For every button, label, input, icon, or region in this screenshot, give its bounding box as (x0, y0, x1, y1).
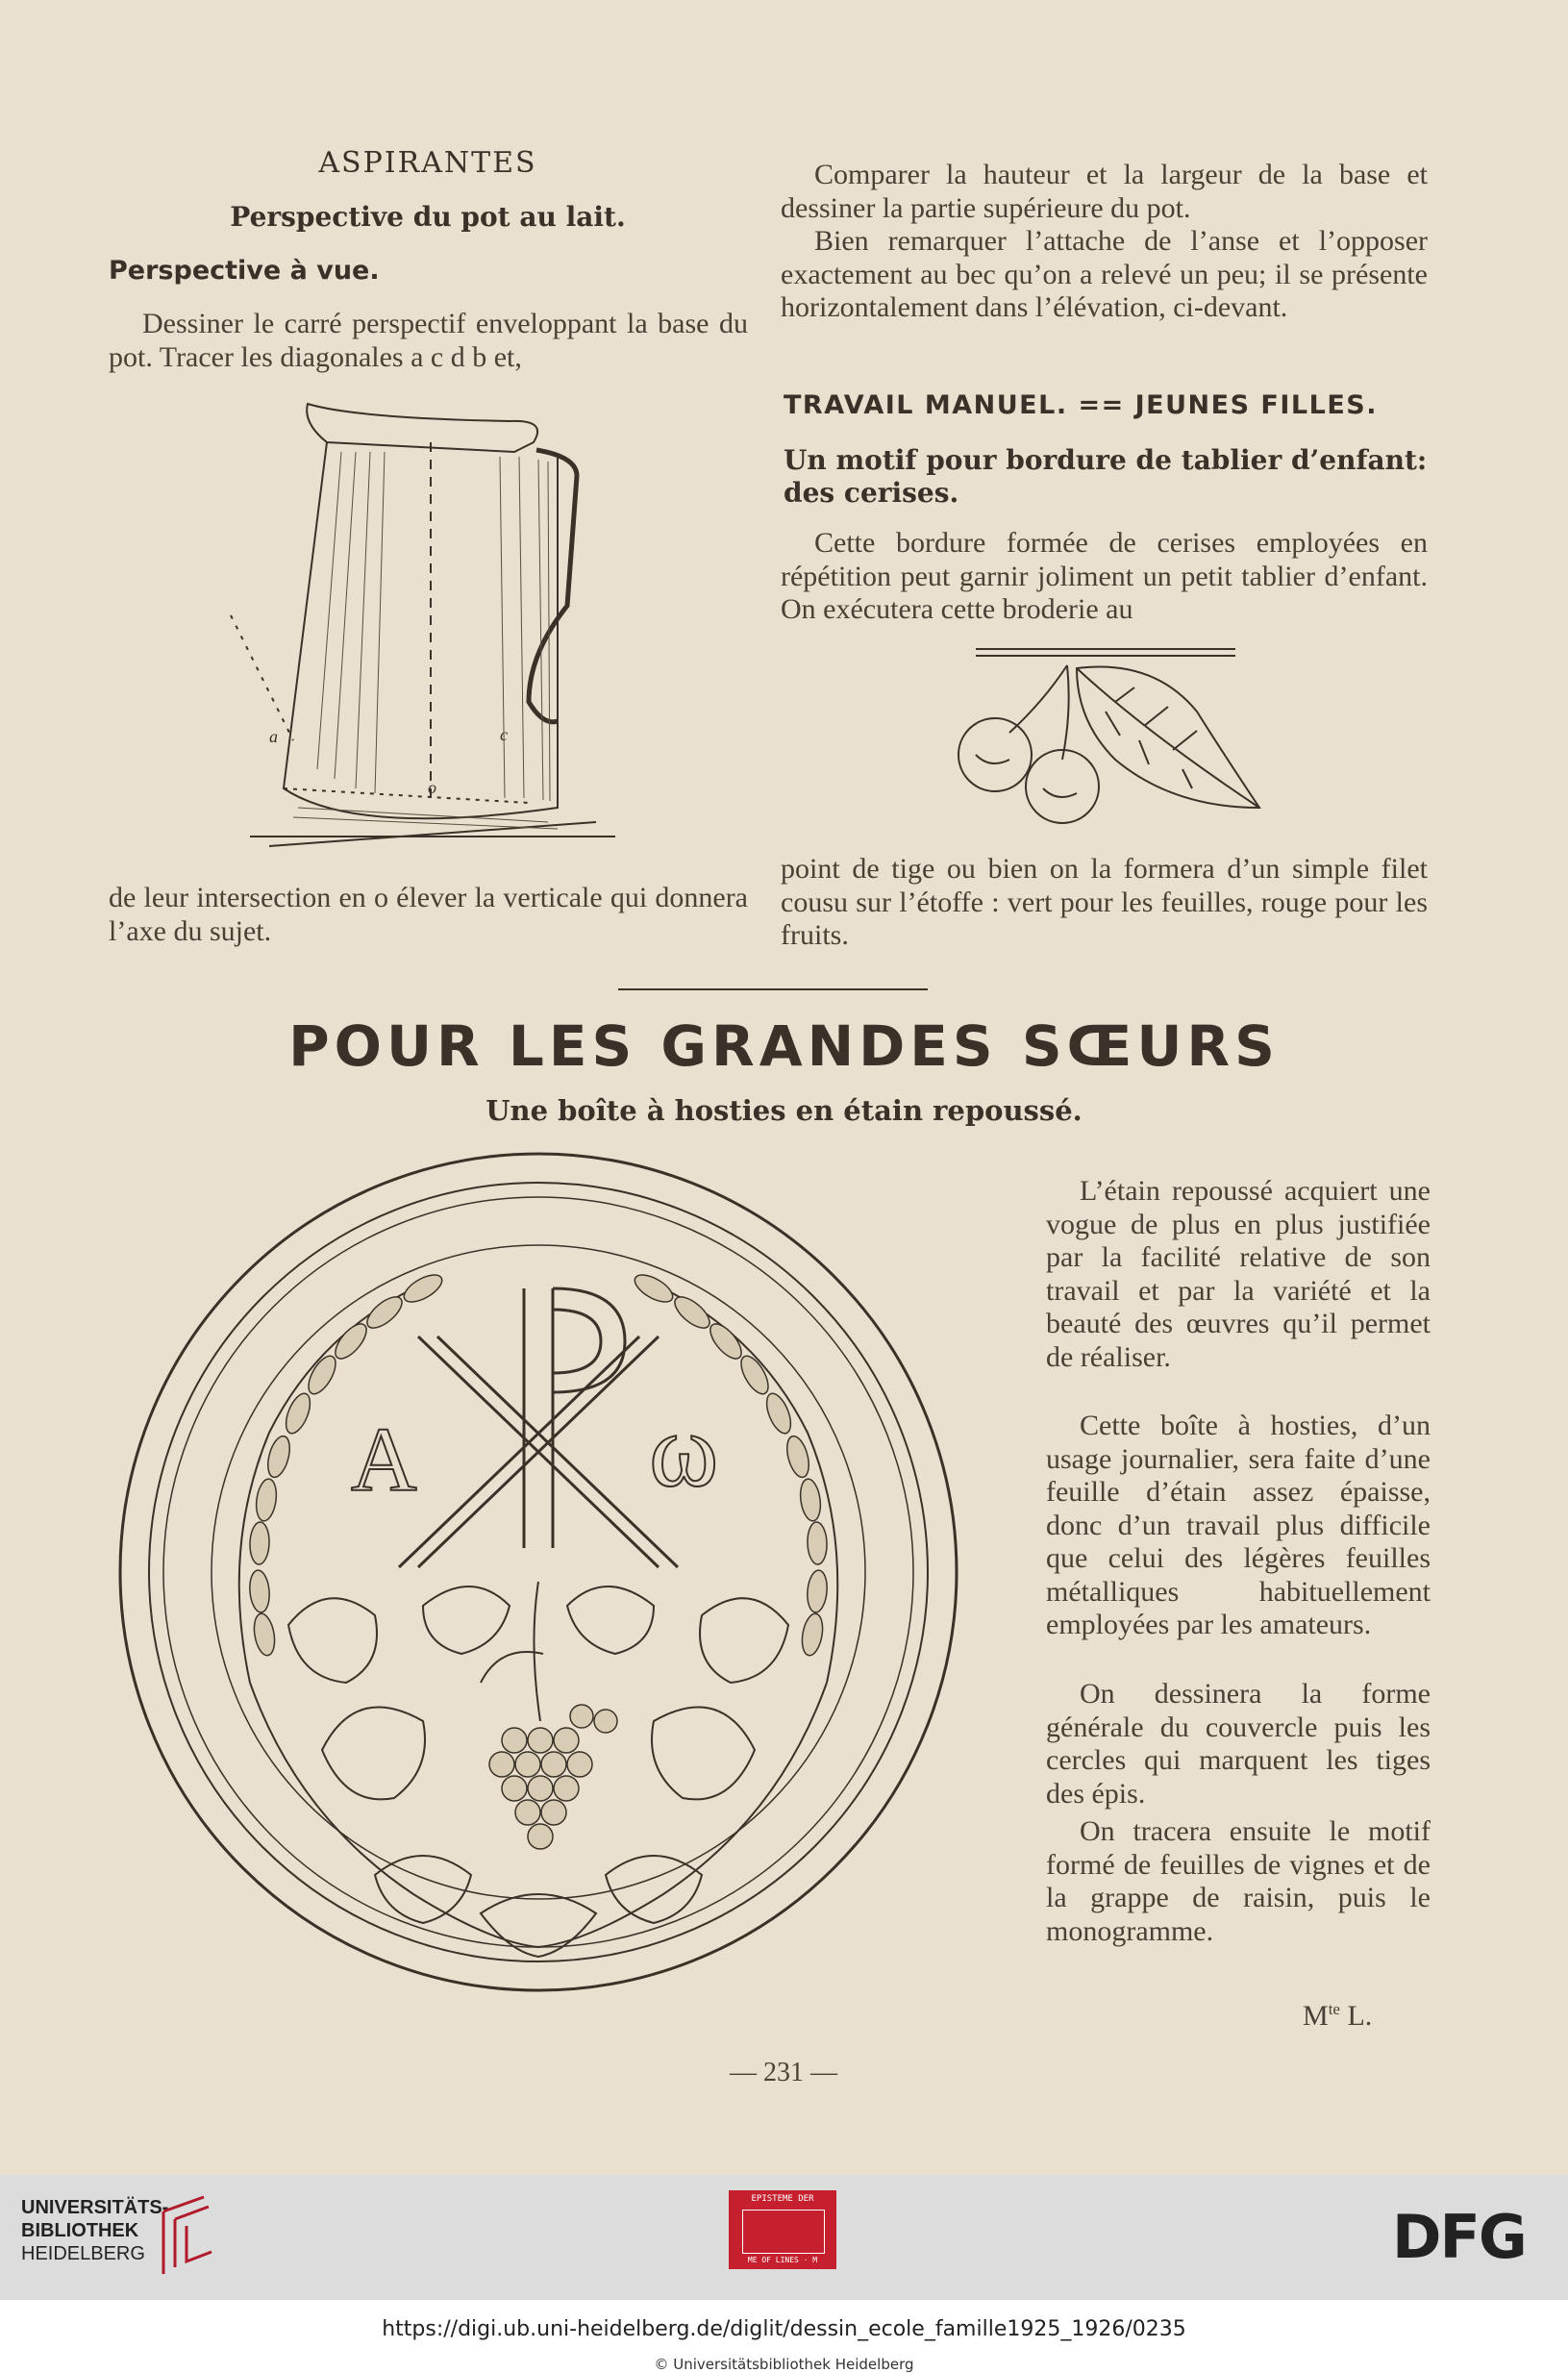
signature-main: M (1303, 2000, 1329, 2032)
right-para-1: Comparer la hauteur et la largeur de la base et dessiner la partie supérieure du pot. (781, 159, 1428, 224)
ub-logo-line-2: BIBLIOTHEK (21, 2220, 139, 2241)
section2-para-2: Cette boîte à hosties, d’un usage journalier, sera faite d’une feuille d’étain assez épaisse, donc d’un travail plus difficile que celui des légères feuilles métalliques habituellement employées par les amateurs. (1046, 1410, 1431, 1640)
medallion-illustration (106, 1144, 971, 2000)
viewer-footer (0, 2175, 1568, 2373)
svg-text:c: c (500, 725, 508, 744)
left-para-2: de leur intersection en o élever la verticale qui donnera l’axe du sujet. (109, 882, 748, 947)
svg-text:a: a (269, 727, 278, 746)
signature-end: L. (1339, 2000, 1373, 2032)
heading-aspirantes: ASPIRANTES (318, 146, 537, 180)
subtitle-boite-hosties: Une boîte à hosties en étain repoussé. (485, 1094, 1083, 1127)
copyright-text: © Universitätsbibliothek Heidelberg (654, 2356, 914, 2373)
section-divider (618, 988, 928, 990)
section-perspective-a-vue: Perspective à vue. (109, 256, 380, 286)
dfg-logo[interactable]: DFG (1392, 2202, 1526, 2272)
medallion-omega: ω (649, 1391, 719, 1509)
signature (1303, 2000, 1372, 2033)
svg-text:o: o (428, 778, 436, 797)
title-pour-les-grandes-soeurs: POUR LES GRANDES SŒURS (288, 1013, 1280, 1079)
left-para-1: Dessiner le carré perspectif enveloppant la base du pot. Tracer les diagonales a c d b et, (109, 308, 748, 373)
section2-para-4: On tracera ensuite le motif formé de feuilles de vignes et de la grappe de raisin, puis le monogramme. (1046, 1815, 1431, 1947)
badge-text-bottom: ME OF LINES · M (747, 2256, 818, 2264)
ub-logo-line-1: UNIVERSITÄTS- (21, 2197, 169, 2218)
heading-motif-cerises: Un motif pour bordure de tablier d’enfant: des cerises. (784, 444, 1428, 509)
section2-para-1: L’étain repoussé acquiert une vogue de plus en plus justifiée par la facilité relative de son travail et par la variété et la beauté des œuvres qu’il permet de réaliser. (1046, 1175, 1431, 1373)
ub-logo-icon (156, 2192, 215, 2279)
badge-pattern (742, 2210, 825, 2254)
signature-sup: te (1328, 2000, 1340, 2018)
page-number: — 231 — (730, 2058, 837, 2087)
right-para-4: point de tige ou bien on la formera d’un simple filet cousu sur l’étoffe : vert pour les feuilles, rouge pour les fruits. (781, 853, 1428, 951)
subheading-perspective-pot: Perspective du pot au lait. (230, 201, 626, 233)
episteme-badge[interactable] (729, 2190, 836, 2269)
section2-para-3: On dessinera la forme générale du couvercle puis les cercles qui marquent les tiges des épis. (1046, 1678, 1431, 1810)
heading-travail-manuel: TRAVAIL MANUEL. == JEUNES FILLES. (784, 390, 1378, 420)
right-para-3: Cette bordure formée de cerises employées en répétition peut garnir joliment un petit tablier d’enfant. On exécutera cette broderie au (781, 527, 1428, 625)
ub-logo-line-3: HEIDELBERG (21, 2243, 145, 2264)
badge-text-top: EPISTEME DER (751, 2194, 814, 2204)
cherries-illustration (952, 644, 1269, 827)
ub-logo-text[interactable] (21, 2196, 168, 2265)
page-url-link[interactable]: https://digi.ub.uni-heidelberg.de/diglit/dessin_ecole_famille1925_1926/0235 (382, 2317, 1186, 2341)
right-para-2: Bien remarquer l’attache de l’anse et l’opposer exactement au bec qu’on a relevé un peu; il se présente horizontalement dans l’élévation, ci-devant. (781, 225, 1428, 323)
medallion-alpha: A (351, 1409, 417, 1511)
milk-pot-illustration (212, 385, 663, 856)
